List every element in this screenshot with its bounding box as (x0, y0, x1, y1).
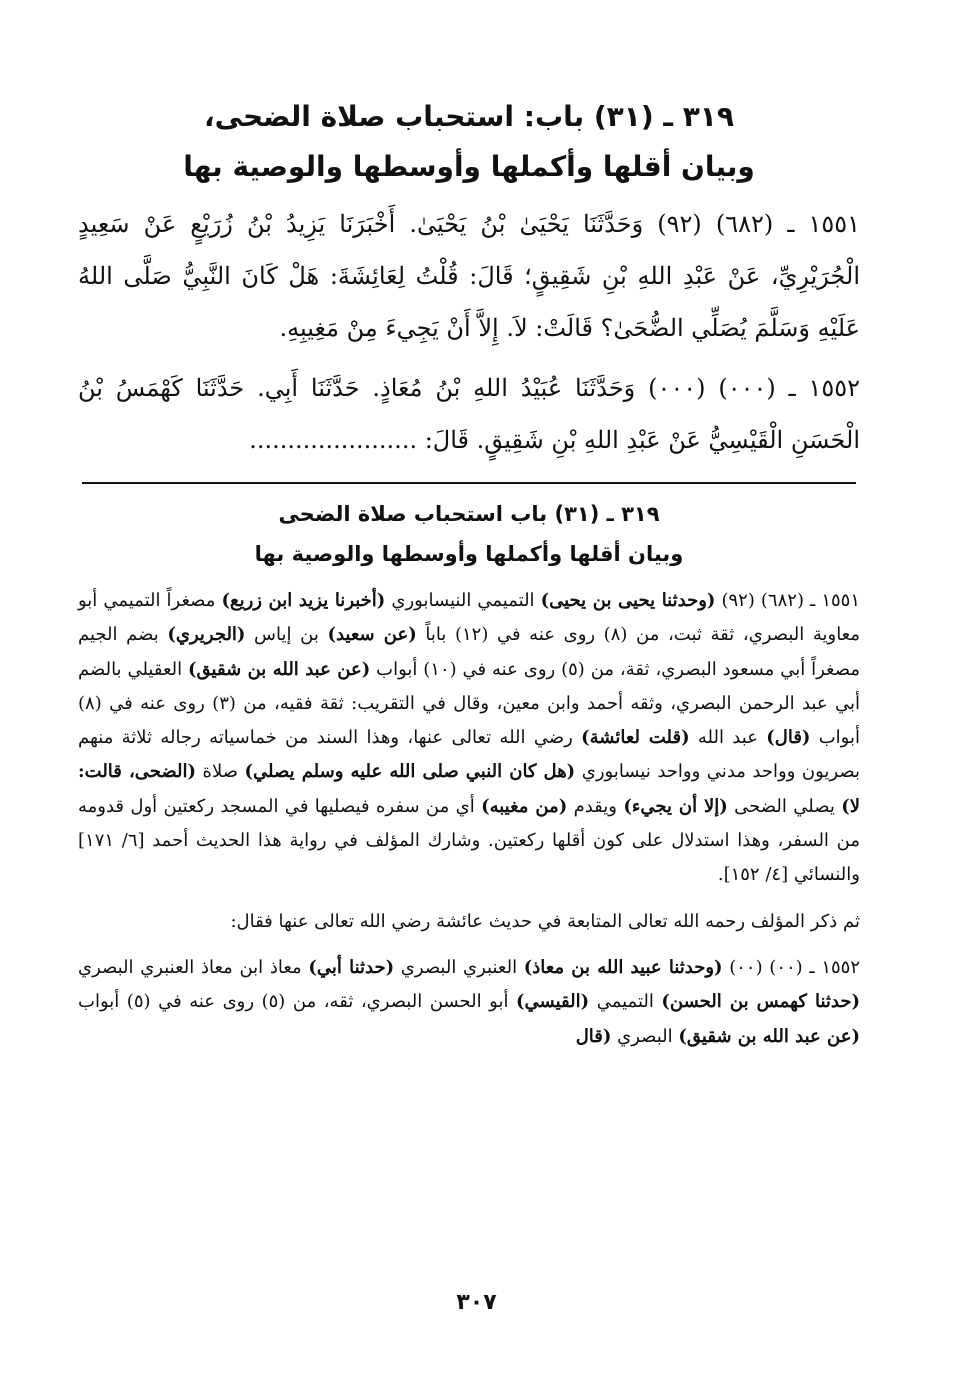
hadith-1552-text: ١٥٥٢ ـ (٠٠٠) (٠٠٠) وَحَدَّثَنَا عُبَيْدُ اللهِ بْنُ مُعَاذٍ. حَدَّثَنَا أَبِي. حَدَّثَنَا كَهْمَسُ بْنُ الْحَسَنِ الْقَيْسِيُّ عَنْ عَبْدِ اللهِ بْنِ شَقِيقٍ. قَالَ: (78, 374, 861, 454)
plain-text: العنبري البصري (394, 956, 524, 978)
plain-text: التميمي النيسابوري (385, 590, 541, 611)
plain-text: ويقدم (567, 795, 624, 817)
page-number: ٣٠٧ (456, 1290, 497, 1315)
bold-quote: (وحدثنا يحيى بن يحيى) (540, 590, 716, 611)
bold-quote: (قلت لعائشة) (581, 727, 690, 749)
bold-quote: (أخبرنا يزيد ابن زريع) (221, 590, 386, 611)
plain-text: ١٥٥٢ ـ (٠٠) (٠٠) (722, 956, 860, 978)
bold-quote: (إلا أن يجيء) (623, 795, 728, 817)
plain-text: التميمي (589, 991, 662, 1013)
plain-text: العقيلي بالضم أبي عبد الرحمن البصري، وثقه أحمد وابن معين، وقال في التقريب: ثقة فقيه، من (٣) روى عنه في (٨) أبواب (78, 658, 860, 749)
commentary-section (78, 494, 860, 1054)
bold-quote: (الجريري) (167, 624, 246, 646)
chapter-title-line2: وبيان أقلها وأكملها وأوسطها والوصية بها (183, 150, 755, 183)
plain-text: البصري (611, 1025, 679, 1047)
commentary-chapter-title-line2: وبيان أقلها وأكملها وأوسطها والوصية بها (254, 542, 684, 566)
ellipsis: ...................... (249, 426, 418, 454)
plain-text: معاذ ابن معاذ العنبري البصري (78, 956, 309, 978)
plain-text: ١٥٥١ ـ (٦٨٢) (٩٢) (715, 590, 860, 611)
commentary-chapter-title-line1: ٣١٩ ـ (٣١) باب استحباب صلاة الضحى (278, 502, 660, 526)
plain-text: أبو الحسن البصري، ثقه، من (٥) روى عنه في (٥) أبواب (78, 991, 517, 1013)
section-divider (82, 482, 856, 484)
bold-quote: (عن سعيد) (327, 624, 417, 646)
bold-quote: (عن عبد الله بن شقيق) (188, 658, 371, 680)
plain-text: يصلي الضحى (727, 795, 842, 817)
plain-text: رضي الله تعالى عنها، وهذا السند من خماسياته رجاله ثلاثة منهم بصريون وواحد مدني وواحد نيسابوري (78, 727, 860, 783)
bold-quote: (قال) (766, 727, 811, 749)
plain-text: أي من سفره فيصليها في المسجد ركعتين أول قدومه من السفر، وهذا استدلال على كون أقلها ركعتين. وشارك المؤلف في رواية هذا الحديث أحمد [٦/ ١٧١] والنسائي [٤/ ١٥٢]. (78, 795, 860, 886)
plain-text: عبد الله (689, 727, 767, 749)
bold-quote: (قال (575, 1025, 612, 1047)
book-page (78, 92, 860, 1054)
bold-quote: (القيسي) (516, 991, 590, 1013)
commentary-paragraph-1552 (78, 951, 860, 1054)
bold-quote: (عن عبد الله بن شقيق) (678, 1025, 860, 1047)
hadith-1552 (78, 362, 860, 466)
hadith-text-section (78, 92, 860, 466)
bold-quote: (حدثنا كهمس بن الحسن) (661, 991, 860, 1013)
plain-text: بن إياس (245, 624, 328, 646)
bold-quote: (من مغيبه) (481, 795, 568, 817)
plain-text: بضم الجيم مصغراً أبي مسعود البصري، ثقة، من (٥) روى عنه في (١٠) أبواب (78, 624, 860, 680)
chapter-title-line1: ٣١٩ ـ (٣١) باب: استحباب صلاة الضحى، (203, 100, 734, 133)
bold-quote: (وحدثنا عبيد الله بن معاذ) (523, 956, 723, 978)
bold-quote: (حدثنا أبي) (308, 956, 395, 978)
bold-quote: (هل كان النبي صلى الله عليه وسلم يصلي) (244, 761, 576, 783)
plain-text: صلاة (196, 761, 245, 783)
bold-quote: (الضحى، قالت: لا) (78, 761, 861, 817)
hadith-1551: ١٥٥١ ـ (٦٨٢) (٩٢) وَحَدَّثَنَا يَحْيَىٰ بْنُ يَحْيَىٰ. أَخْبَرَنَا يَزِيدُ بْنُ زُرَيْعٍ عَنْ سَعِيدٍ الْجُرَيْرِيِّ، عَنْ عَبْدِ اللهِ بْنِ شَقِيقٍ؛ قَالَ: قُلْتُ لِعَائِشَةَ: هَلْ كَانَ النَّبِيُّ صَلَّى اللهُ عَلَيْهِ وَسَلَّمَ يُصَلِّي الضُّحَىٰ؟ قَالَتْ: لاَ. إِلاَّ أَنْ يَجِيءَ مِنْ مَغِيبِهِ. (78, 210, 861, 342)
commentary-transition-paragraph: ثم ذكر المؤلف رحمه الله تعالى المتابعة في حديث عائشة رضي الله تعالى عنها فقال: (230, 910, 860, 932)
commentary-paragraph-1551 (78, 584, 860, 893)
plain-text: مصغراً التميمي أبو معاوية البصري، ثقة ثبت، من (٨) روى عنه في (١٢) باباً (78, 590, 861, 646)
